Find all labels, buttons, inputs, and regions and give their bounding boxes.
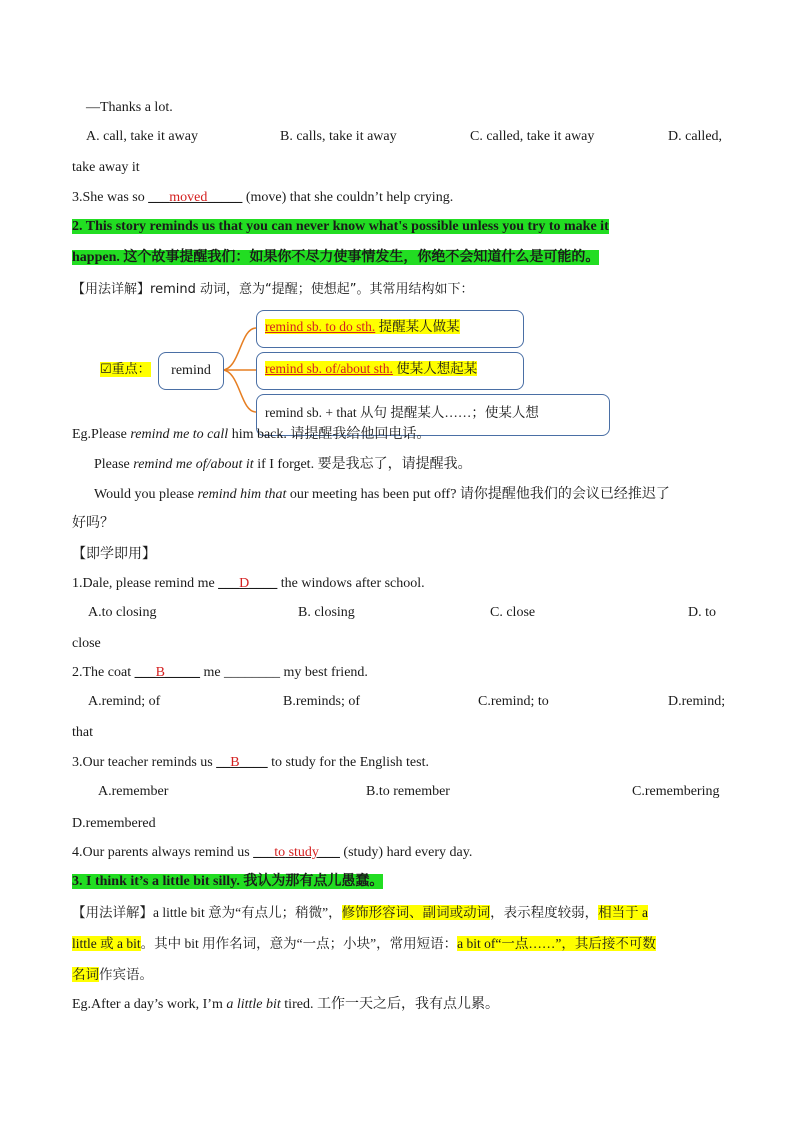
practice-2-option-d: D.remind; [668, 694, 726, 709]
usage-detail: 【用法详解】remind 动词，意为“提醒；使想起”。其常用结构如下： [72, 282, 474, 297]
practice-2-option-c: C.remind; to [478, 694, 549, 709]
option-b: B. calls, take it away [280, 129, 397, 144]
practice-4: 4.Our parents always remind us ___to study___ (study) hard every day. [72, 845, 473, 860]
point3-usage-1: 【用法详解】a little bit 意为“有点儿；稍微”，修饰形容词、副词或动词，表示程度较弱，相当于 a [72, 905, 648, 920]
practice-3-option-c: C.remembering [632, 784, 720, 799]
point3-usage-3: 名词作宾语。 [72, 967, 153, 982]
practice-3-wrap: D.remembered [72, 816, 156, 831]
diagram-branch-1: remind sb. to do sth. 提醒某人做某 [256, 310, 524, 348]
practice-2-option-a: A.remind; of [88, 694, 161, 709]
option-c: C. called, take it away [470, 129, 595, 144]
answer: D [239, 576, 250, 591]
example-2: Please remind me of/about it if I forget. 要是我忘了，请提醒我。 [94, 457, 472, 472]
practice-1-option-a: A.to closing [88, 605, 157, 620]
point2-heading-2: happen. 这个故事提醒我们：如果你不尽力使事情发生，你绝不会知道什么是可能的。 [72, 250, 600, 265]
reply-line: —Thanks a lot. [86, 100, 173, 115]
point3-usage-2: little 或 a bit。其中 bit 用作名词，意为“一点；小块”，常用短语：a bit of“一点……”，其后接不可数 [72, 936, 656, 951]
option-wrap: take away it [72, 160, 140, 175]
diagram-branch-2: remind sb. of/about sth. 使某人想起某 [256, 352, 524, 390]
answer: B [230, 755, 240, 770]
option-a: A. call, take it away [86, 129, 198, 144]
practice-2-option-b: B.reminds; of [283, 694, 360, 709]
practice-2-wrap: that [72, 725, 93, 740]
diagram-branch-3: remind sb. + that 从句 提醒某人……；使某人想 [256, 394, 610, 436]
practice-title: 【即学即用】 [72, 547, 156, 562]
diagram-center-node: remind [158, 352, 224, 390]
answer: moved [169, 190, 208, 205]
answer: B [155, 665, 165, 680]
practice-1: 1.Dale, please remind me ___D____ the windows after school. [72, 576, 425, 591]
practice-1-option-c: C. close [490, 605, 536, 620]
answer: to study [274, 845, 319, 860]
example-3: Would you please remind him that our meeting has been put off? 请你提醒他我们的会议已经推迟了 [94, 487, 670, 502]
point3-heading: 3. I think it’s a little bit silly. 我认为那有点儿愚蠢。 [72, 874, 384, 889]
practice-3: 3.Our teacher reminds us __B____ to study for the English test. [72, 755, 429, 770]
example-3-wrap: 好吗？ [72, 516, 114, 531]
practice-3-option-b: B.to remember [366, 784, 450, 799]
question-3: 3.She was so ___moved_____ (move) that she couldn’t help crying. [72, 190, 454, 205]
practice-1-wrap: close [72, 636, 101, 651]
point3-example: Eg.After a day’s work, I’m a little bit tired. 工作一天之后，我有点儿累。 [72, 997, 499, 1012]
key-point-label: ☑重点： [100, 362, 151, 377]
practice-1-option-b: B. closing [298, 605, 355, 620]
point2-heading: 2. This story reminds us that you can never know what's possible unless you try to make it [72, 219, 609, 234]
practice-1-option-d: D. to [688, 605, 716, 620]
practice-3-option-a: A.remember [98, 784, 169, 799]
option-d: D. called, [668, 129, 723, 144]
practice-2: 2.The coat ___B_____ me ________ my best friend. [72, 665, 368, 680]
example-1: Eg.Please remind me to call him back. 请提醒我给他回电话。 [72, 427, 431, 442]
